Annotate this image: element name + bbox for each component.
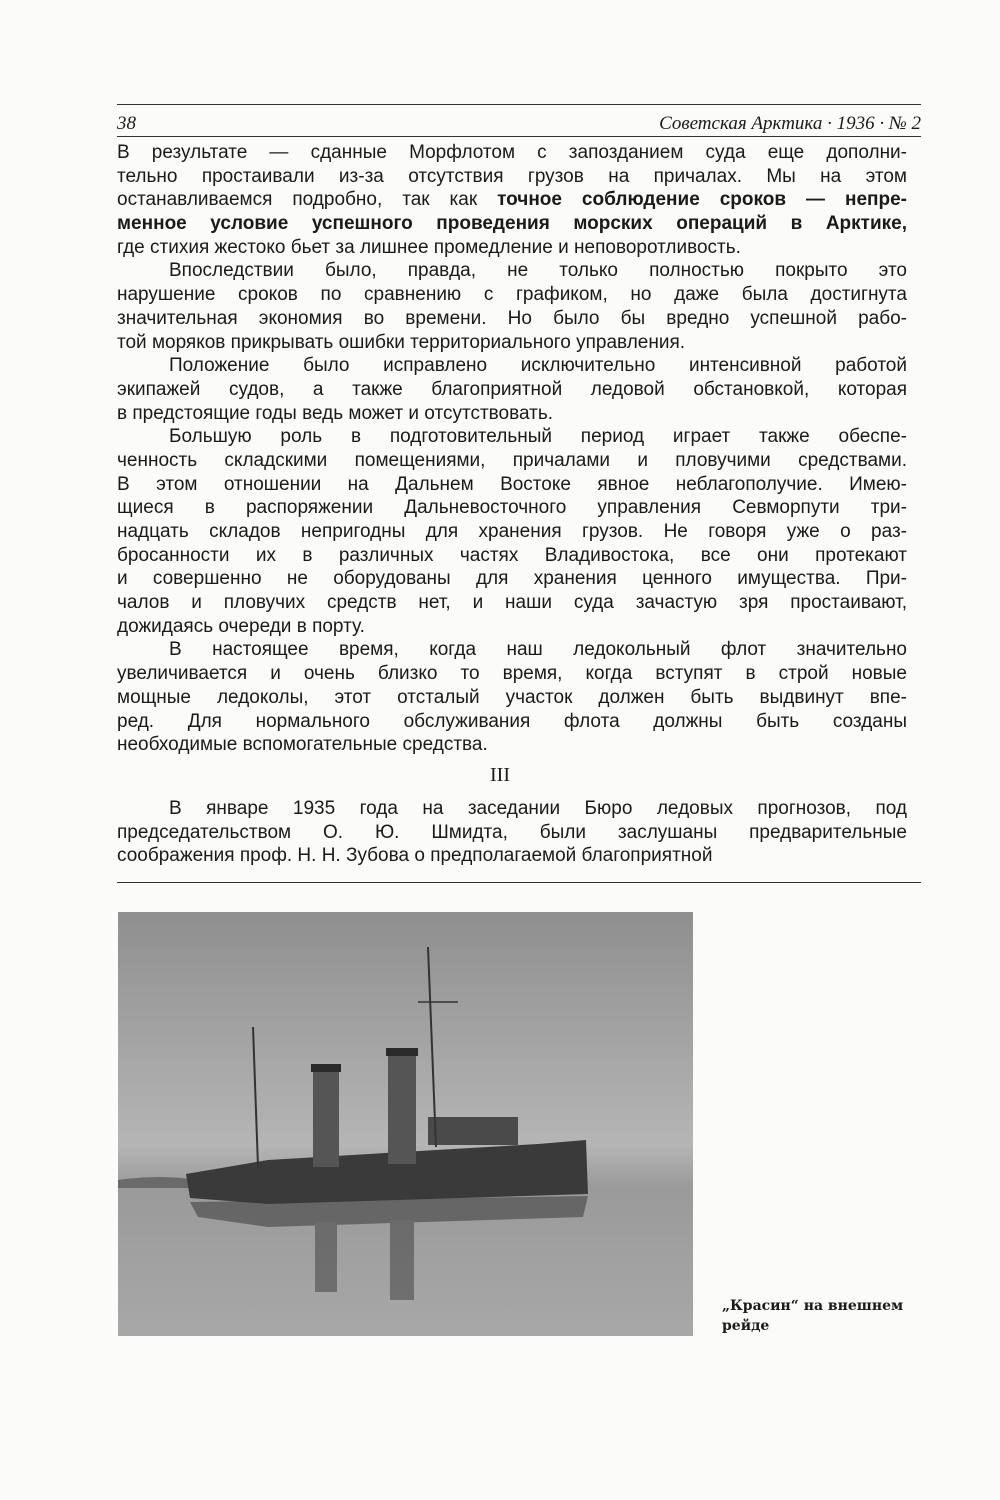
page-number: 38 <box>117 113 136 134</box>
line-text: чалов и пловучих средств нет, и наши суда зачастую зря простаивают, <box>117 592 907 614</box>
line-text: В этом отношении на Дальнем Востоке явное неблагополучие. Имею- <box>117 473 907 495</box>
figure-caption: „Красин“ на внешнем рейде <box>722 1298 904 1334</box>
line-text: значительная экономия во времени. Но было бы вредно успешной рабо- <box>117 307 907 329</box>
line-text: той моряков прикрывать ошибки территориального управления. <box>117 331 686 353</box>
running-header: Советская Арктика · 1936 · № 2 <box>659 113 921 134</box>
text-line <box>117 520 907 544</box>
section-body <box>117 797 907 868</box>
line-text: В результате — сданные Морфлотом с запозданием суда еще дополни- <box>117 142 907 163</box>
text-line <box>117 188 907 212</box>
text-line <box>117 425 907 449</box>
line-text: ченность складскими помещениями, причалами и пловучими средствами. <box>117 449 907 471</box>
text-line <box>117 710 907 734</box>
text-line <box>117 236 907 260</box>
text-line <box>117 821 907 845</box>
text-line <box>117 449 907 473</box>
text-line <box>117 402 907 426</box>
text-line <box>117 141 907 165</box>
line-text: нарушение сроков по сравнению с графиком, но даже была достигнута <box>117 284 907 306</box>
text-line <box>117 496 907 520</box>
line-text: надцать складов непригодны для хранения грузов. Не говоря уже о раз- <box>117 521 907 542</box>
line-text: в предстоящие годы ведь может и отсутствовать. <box>117 402 553 424</box>
text-line <box>117 378 907 402</box>
text-line <box>117 354 907 378</box>
text-bottom-rule <box>117 882 921 883</box>
photo-icebreaker-krasin <box>118 912 693 1336</box>
line-text: соображения проф. Н. Н. Зубова о предполагаемой благоприятной <box>117 845 713 867</box>
text-line <box>117 212 907 236</box>
line-text: ред. Для нормального обслуживания флота должны быть созданы <box>117 710 907 732</box>
text-line <box>117 307 907 331</box>
line-text: и совершенно не оборудованы для хранения ценного имущества. При- <box>117 568 907 590</box>
text-line <box>117 259 907 283</box>
line-text: где стихия жестоко бьет за лишнее промедление и неповоротливость. <box>117 236 741 258</box>
line-text: необходимые вспомогательные средства. <box>117 734 488 756</box>
shoreline <box>118 1177 198 1188</box>
line-bold-text: точное соблюдение сроков — непре- <box>497 189 907 211</box>
paragraph <box>117 259 907 354</box>
text-line <box>117 567 907 591</box>
text-line <box>117 686 907 710</box>
text-line <box>117 844 907 868</box>
header-top-rule <box>117 104 921 105</box>
line-text: Положение было исправлено исключительно интенсивной работой <box>169 355 907 377</box>
text-line <box>117 283 907 307</box>
article-body <box>117 141 907 757</box>
line-text: В настоящее время, когда наш ледокольный флот значительно <box>169 639 907 661</box>
line-text: мощные ледоколы, этот отсталый участок должен быть выдвинут впе- <box>117 686 907 708</box>
line-text: тельно простаивали из-за отсутствия грузов на причалах. Мы на этом <box>117 165 907 187</box>
text-line <box>117 473 907 497</box>
text-line <box>117 544 907 568</box>
text-line <box>117 733 907 757</box>
text-line <box>117 331 907 355</box>
text-line <box>117 615 907 639</box>
line-text: увеличивается и очень близко то время, когда вступят в строй новые <box>117 663 907 685</box>
text-line <box>117 591 907 615</box>
line-text: экипажей судов, а также благоприятной ледовой обстановкой, которая <box>117 378 907 400</box>
line-text: щиеся в распоряжении Дальневосточного управления Севморпути три- <box>117 497 907 519</box>
line-text: В январе 1935 года на заседании Бюро ледовых прогнозов, под <box>169 798 907 819</box>
header-bottom-rule <box>117 136 921 137</box>
line-text: останавливаемся подробно, так как <box>117 189 498 211</box>
line-text: дожидаясь очереди в порту. <box>117 615 365 637</box>
paragraph <box>117 354 907 425</box>
line-text: председательством О. Ю. Шмидта, были заслушаны предварительные <box>117 821 907 843</box>
paragraph <box>117 797 907 868</box>
paragraph <box>117 638 907 756</box>
text-line <box>117 797 907 821</box>
text-line <box>117 165 907 189</box>
line-text: Впоследствии было, правда, не только полностью покрыто это <box>169 260 907 282</box>
line-bold-text: менное условие успешного проведения морских операций в Арктике, <box>117 213 907 235</box>
text-line <box>117 662 907 686</box>
line-text: Большую роль в подготовительный период играет также обеспе- <box>169 426 907 448</box>
section-heading: III <box>490 764 510 786</box>
paragraph <box>117 425 907 638</box>
paragraph <box>117 141 907 259</box>
line-text: бросанности их в различных частях Владивостока, все они протекают <box>117 544 907 566</box>
text-line <box>117 638 907 662</box>
